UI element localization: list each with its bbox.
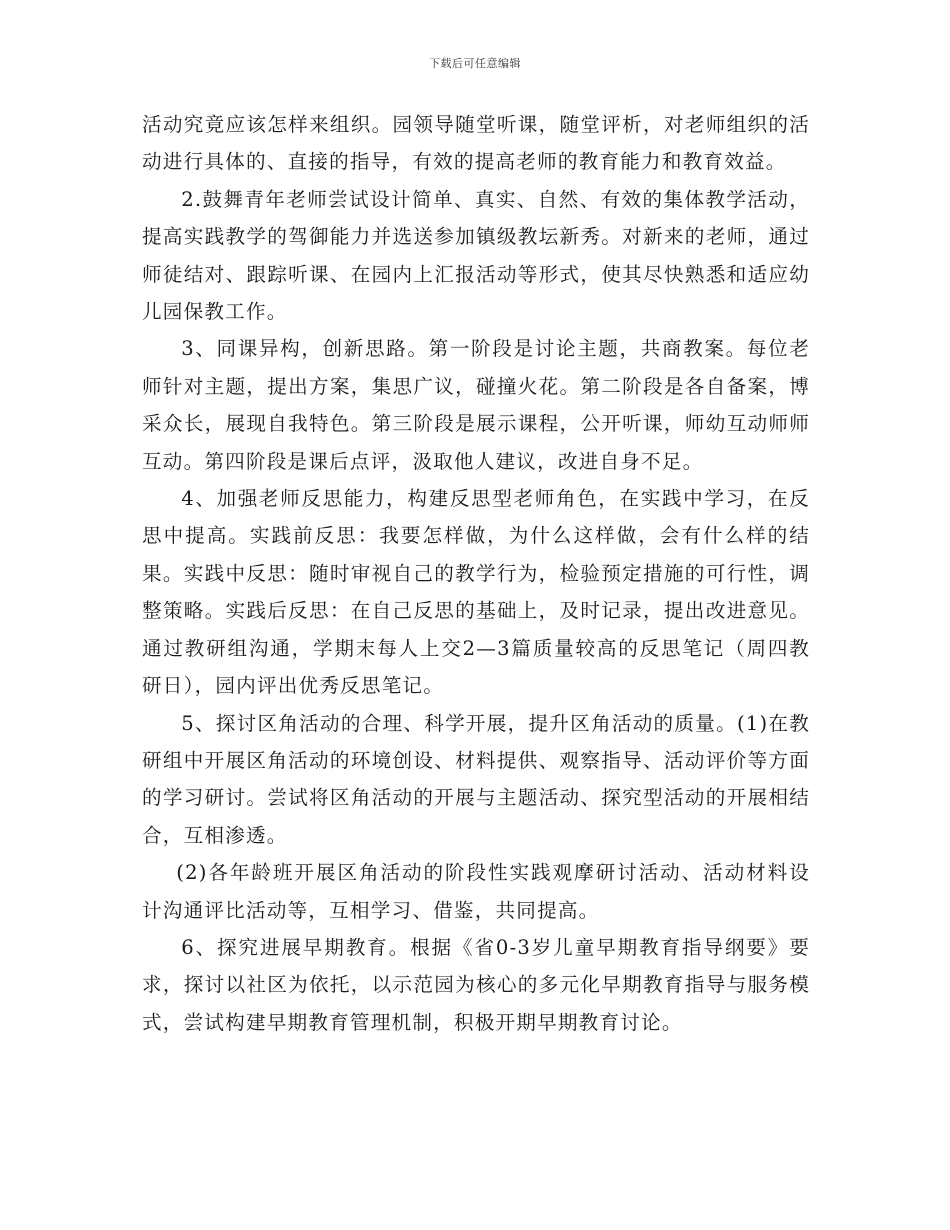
paragraph-item-5: 5、探讨区角活动的合理、科学开展，提升区角活动的质量。(1)在教研组中开展区角活动的环境创设、材料提供、观察指导、活动评价等方面的学习研讨。尝试将区角活动的开展与主题活动、探究型活动的开展相结合，互相渗透。	[142, 711, 810, 847]
paragraph-item-6: 6、探究进展早期教育。根据《省0-3岁儿童早期教育指导纲要》要求，探讨以社区为依托，以示范园为核心的多元化早期教育指导与服务模式，尝试构建早期教育管理机制，积极开期早期教育讨论。	[142, 935, 810, 1034]
document-body	[142, 106, 810, 1041]
paragraph-item-4: 4、加强老师反思能力，构建反思型老师角色，在实践中学习，在反思中提高。实践前反思：我要怎样做，为什么这样做，会有什么样的结果。实践中反思：随时审视自己的教学行为，检验预定措施的可行性，调整策略。实践后反思：在自己反思的基础上，及时记录，提出改进意见。通过教研组沟通，学期末每人上交2—3篇质量较高的反思笔记（周四教研日），园内评出优秀反思笔记。	[142, 487, 810, 698]
page-header: 下载后可任意编辑	[429, 57, 521, 70]
paragraph-item-3: 3、同课异构，创新思路。第一阶段是讨论主题，共商教案。每位老师针对主题，提出方案，集思广议，碰撞火花。第二阶段是各自备案，博采众长，展现自我特色。第三阶段是展示课程，公开听课，师幼互动师师互动。第四阶段是课后点评，汲取他人建议，改进自身不足。	[142, 337, 810, 473]
paragraph-item-2: 2.鼓舞青年老师尝试设计简单、真实、自然、有效的集体教学活动，提高实践教学的驾御能力并选送参加镇级教坛新秀。对新来的老师，通过师徒结对、跟踪听课、在园内上汇报活动等形式，使其尽快熟悉和适应幼儿园保教工作。	[142, 187, 810, 324]
paragraph-continuation: 活动究竟应该怎样来组织。园领导随堂听课，随堂评析，对老师组织的活动进行具体的、直接的指导，有效的提高老师的教育能力和教育效益。	[142, 113, 810, 174]
paragraph-item-5-sub-2: (2)各年龄班开展区角活动的阶段性实践观摩研讨活动、活动材料设计沟通评比活动等，互相学习、借鉴，共同提高。	[142, 861, 810, 922]
